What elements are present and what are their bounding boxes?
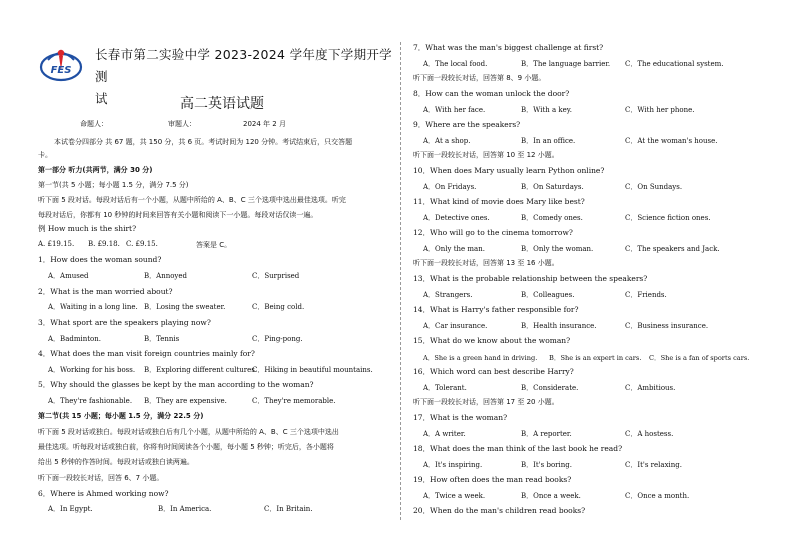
example-option-b: B. £9.18. — [88, 240, 120, 248]
q13-option-a: A．Strangers. — [423, 291, 473, 299]
section1-instructions-2: 每段对话后，你都有 10 秒钟的时间来回答有关小题和阅读下一小题。每段对话仅读一遍。 — [38, 211, 318, 219]
q13-option-c: C．Friends. — [625, 291, 667, 299]
q13-option-b: B．Colleagues. — [521, 291, 575, 299]
q5-option-a: A．They're fashionable. — [48, 397, 133, 405]
example-answer: 答案是 C。 — [196, 241, 232, 249]
section2-instructions-3: 给出 5 秒钟的作答时间。每段对话或独白读两遍。 — [38, 458, 194, 466]
q18-option-c: C．It's relaxing. — [625, 461, 682, 469]
question-3: 3．What sport are the speakers playing now? — [38, 318, 211, 327]
question-19: 19．How often does the man read books? — [413, 475, 572, 484]
question-17: 17．What is the woman? — [413, 413, 508, 422]
q18-option-b: B．It's boring. — [521, 461, 572, 469]
question-1: 1．How does the woman sound? — [38, 255, 162, 264]
q2-option-b: B．Losing the sweater. — [144, 303, 226, 311]
question-10: 10．When does Mary usually learn Python online? — [413, 166, 605, 175]
q10-option-a: A．On Fridays. — [423, 183, 477, 191]
question-7: 7．What was the man's biggest challenge at first? — [413, 43, 604, 52]
q4-option-c: C．Hiking in beautiful mountains. — [252, 366, 373, 374]
q9-option-b: B．In an office. — [521, 137, 576, 145]
q5-option-c: C．They're memorable. — [252, 397, 336, 405]
q12-option-b: B．Only the woman. — [521, 245, 594, 253]
q16-option-a: A．Tolerant. — [423, 384, 467, 392]
q19-option-c: C．Once a month. — [625, 492, 690, 500]
q1-option-b: B．Annoyed — [144, 272, 188, 280]
dialog6-intro: 听下面一段较长对话，回答 6、7 小题。 — [38, 474, 164, 482]
q6-option-c: C．In Britain. — [264, 505, 313, 513]
q15-option-c: C．She is a fan of sports cars. — [649, 354, 750, 362]
q18-option-a: A．It's inspiring. — [423, 461, 483, 469]
q6-option-a: A．In Egypt. — [48, 505, 93, 513]
question-18: 18．What does the man think of the last book he read? — [413, 444, 623, 453]
q2-option-a: A．Waiting in a long line. — [48, 303, 138, 311]
section1-heading: 第一节(共 5 小题；每小题 1.5 分，满分 7.5 分) — [38, 181, 189, 189]
q4-option-b: B．Exploring different cultures. — [144, 366, 258, 374]
q14-option-c: C．Business insurance. — [625, 322, 709, 330]
q8-option-a: A．With her face. — [423, 106, 486, 114]
question-4: 4．What does the man visit foreign countries mainly for? — [38, 349, 255, 358]
q15-option-a: A．She is a green hand in driving. — [423, 354, 538, 362]
q10-option-b: B．On Saturdays. — [521, 183, 584, 191]
q6-option-b: B．In America. — [158, 505, 212, 513]
question-9: 9．Where are the speakers? — [413, 120, 521, 129]
q3-option-c: C．Ping-pong. — [252, 335, 303, 343]
question-15: 15．What do we know about the woman? — [413, 336, 571, 345]
q9-option-a: A．At a shop. — [423, 137, 471, 145]
question-8: 8．How can the woman unlock the door? — [413, 89, 570, 98]
q7-option-b: B．The language barrier. — [521, 60, 611, 68]
example-option-c: C. £9.15. — [126, 240, 158, 248]
school-logo — [38, 42, 84, 88]
q19-option-a: A．Twice a week. — [423, 492, 486, 500]
q1-option-a: A．Amused — [48, 272, 89, 280]
section2-instructions-2: 最佳选项。听每段对话或独白前，你将有时间阅读各个小题，每小题 5 秒钟；听完后，各小题将 — [38, 443, 334, 451]
intro-8-9: 听下面一段较长对话，回答第 8、9 小题。 — [413, 74, 546, 82]
logo-text: FES — [50, 65, 72, 76]
q11-option-c: C．Science fiction ones. — [625, 214, 711, 222]
q11-option-b: B．Comedy ones. — [521, 214, 583, 222]
question-6: 6．Where is Ahmed working now? — [38, 489, 169, 498]
question-5: 5．Why should the glasses be kept by the man according to the woman? — [38, 380, 314, 389]
q11-option-a: A．Detective ones. — [423, 214, 490, 222]
question-16: 16．Which word can best describe Harry? — [413, 367, 574, 376]
q3-option-b: B．Tennis — [144, 335, 180, 343]
q9-option-c: C．At the woman's house. — [625, 137, 718, 145]
question-13: 13．What is the probable relationship between the speakers? — [413, 274, 648, 283]
question-20: 20．When do the man's children read books? — [413, 506, 586, 515]
section2-instructions-1: 听下面 5 段对话或独白。每段对话或独白后有几个小题，从题中所给的 A、B、C 三个选项中选出 — [38, 428, 339, 436]
question-11: 11．What kind of movie does Mary like best? — [413, 197, 585, 206]
q16-option-c: C．Ambitious. — [625, 384, 676, 392]
q2-option-c: C．Being cold. — [252, 303, 305, 311]
question-12: 12．Who will go to the cinema tomorrow? — [413, 228, 573, 237]
intro-17-20: 听下面一段较长对话，回答第 17 至 20 小题。 — [413, 398, 559, 406]
q7-option-a: A．The local food. — [423, 60, 488, 68]
q17-option-c: C．A hostess. — [625, 430, 674, 438]
intro-10-12: 听下面一段较长对话，回答第 10 至 12 小题。 — [413, 151, 559, 159]
q8-option-c: C．With her phone. — [625, 106, 695, 114]
school-title-line2: 试 — [95, 91, 108, 106]
q12-option-c: C．The speakers and Jack. — [625, 245, 720, 253]
q16-option-b: B．Considerate. — [521, 384, 579, 392]
proposer-label: 命题人： — [80, 120, 108, 128]
question-2: 2．What is the man worried about? — [38, 287, 173, 296]
intro-13-16: 听下面一段较长对话，回答第 13 至 16 小题。 — [413, 259, 559, 267]
q14-option-b: B．Health insurance. — [521, 322, 597, 330]
q1-option-c: C．Surprised — [252, 272, 300, 280]
section1-instructions-1: 听下面 5 段对话。每段对话后有一个小题，从题中所给的 A、B、C 三个选项中选出最佳选项。听完 — [38, 196, 346, 204]
q19-option-b: B．Once a week. — [521, 492, 581, 500]
instructions-line1: 本试卷分四部分 共 67 题，共 150 分，共 6 页。考试时间为 120 分钟。考试结束后，只交答题 — [54, 138, 353, 146]
column-divider — [400, 42, 401, 520]
q4-option-a: A．Working for his boss. — [48, 366, 136, 374]
reviewer-label: 审题人： — [168, 120, 196, 128]
section2-heading: 第二节(共 15 小题；每小题 1.5 分，满分 22.5 分) — [38, 412, 204, 420]
question-14: 14．What is Harry's father responsible for? — [413, 305, 579, 314]
q12-option-a: A．Only the man. — [423, 245, 485, 253]
part1-heading: 第一部分 听力(共两节，满分 30 分) — [38, 166, 153, 174]
instructions-line2: 卡。 — [38, 151, 52, 159]
subject-title: 高二英语试题 — [180, 96, 264, 112]
example-option-a: A. £19.15. — [38, 240, 75, 248]
q5-option-b: B．They are expensive. — [144, 397, 227, 405]
q10-option-c: C．On Sundays. — [625, 183, 683, 191]
q7-option-c: C．The educational system. — [625, 60, 724, 68]
school-title-line1: 长春市第二实验中学 2023-2024 学年度下学期开学测 — [95, 47, 392, 84]
q17-option-a: A．A writer. — [423, 430, 466, 438]
example-question: 例 How much is the shirt? — [38, 224, 137, 233]
q8-option-b: B．With a key. — [521, 106, 573, 114]
q15-option-b: B．She is an expert in cars. — [549, 354, 642, 362]
q14-option-a: A．Car insurance. — [423, 322, 488, 330]
exam-date: 2024 年 2 月 — [243, 120, 286, 128]
q17-option-b: B．A reporter. — [521, 430, 572, 438]
q3-option-a: A．Badminton. — [48, 335, 101, 343]
